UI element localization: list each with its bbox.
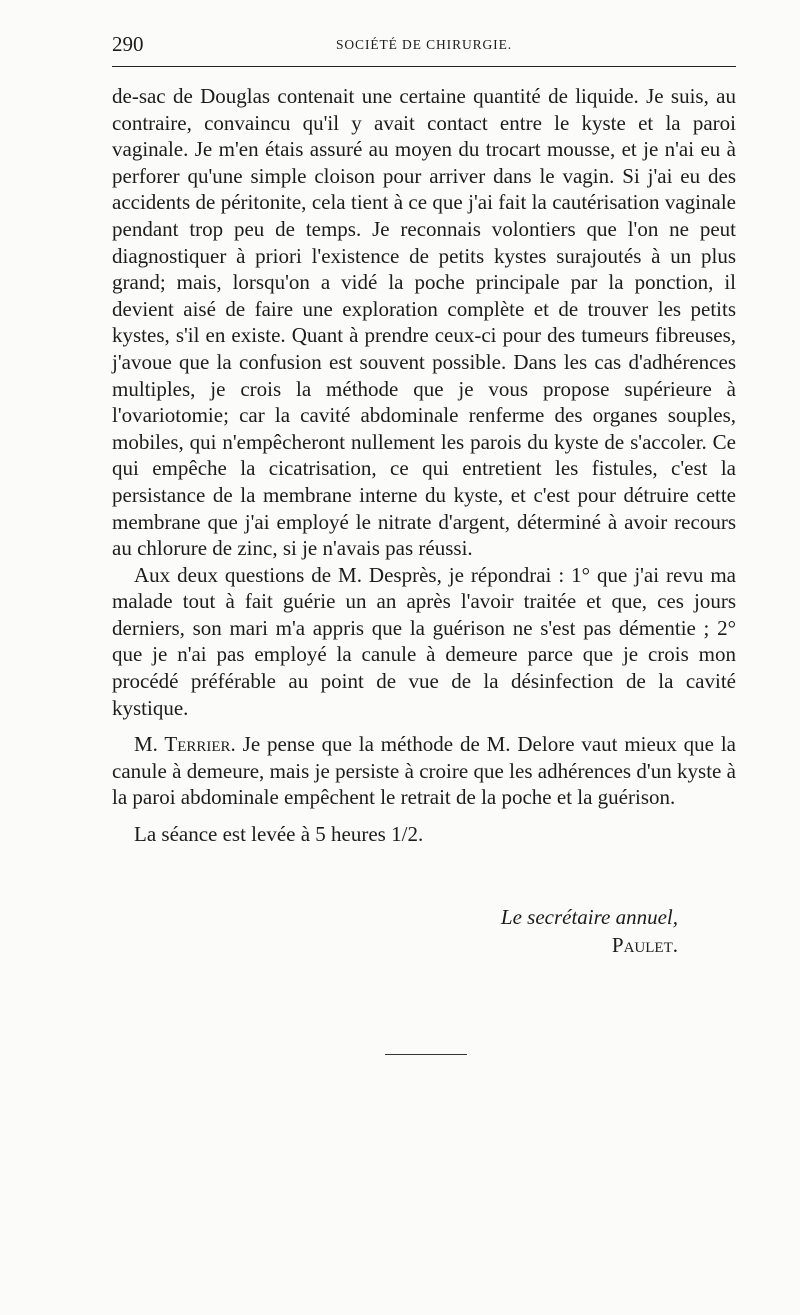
page-number: 290	[112, 32, 144, 56]
running-title: SOCIÉTÉ DE CHIRURGIE.	[335, 37, 512, 52]
paragraph-terrier	[112, 731, 736, 811]
signature-name: Paulet.	[611, 933, 678, 957]
body-text	[112, 83, 736, 848]
paragraph-reply: Aux deux questions de M. Desprès, je répondrai : 1° que j'ai revu ma malade tout à fait guérie un an après l'avoir traitée et que, ces jours derniers, son mari m'a appris que la guérison ne s'est pas démentie ; 2° que je n'ai pas employé la canule à demeure parce que je crois mon procédé préférable au point de vue de la désinfection de la cavité kystique.	[112, 562, 736, 720]
end-rule	[385, 1054, 467, 1055]
speaker-remark: Je pense que la méthode de M. Delore vaut mieux que la canule à demeure, mais je persiste à croire que les adhérences d'un kyste à la paroi abdominale empêchent le retrait de la poche et la guérison.	[112, 732, 737, 810]
speaker-name: M. Terrier.	[134, 732, 236, 757]
closing-line: La séance est levée à 5 heures 1/2.	[134, 822, 424, 847]
page-header	[112, 30, 736, 62]
signature-role: Le secrétaire annuel,	[500, 905, 678, 929]
paragraph-continued: de-sac de Douglas contenait une certaine quantité de liquide. Je suis, au contraire, convaincu qu'il y avait contact entre le kyste et la paroi vaginale. Je m'en étais assuré au moyen du trocart mousse, et je n'ai eu à perforer qu'une simple cloison pour arriver dans le vagin. Si j'ai eu des accidents de péritonite, cela tient à ce que j'ai fait la cautérisation vaginale pendant trop peu de temps. Je reconnais volontiers que l'on ne peut diagnostiquer à priori l'existence de petits kystes surajoutés à un plus grand; mais, lorsqu'on a vidé la poche principale par la ponction, il devient aisé de faire une exploration complète et de trouver les petits kystes, s'il en existe. Quant à prendre ceux-ci pour des tumeurs fibreuses, j'avoue que la confusion est souvent possible. Dans les cas d'adhérences multiples, je crois la méthode que je vous propose supérieure à l'ovariotomie; car la cavité abdominale renferme des organes souples, mobiles, qui n'empêcheront nullement les parois du kyste de s'accoler. Ce qui empêche la cicatrisation, ce qui entretient les fistules, c'est la persistance de la membrane interne du kyste, et c'est pour détruire cette membrane que j'ai employé le nitrate d'argent, déterminé à avoir recours au chlorure de zinc, si je n'avais pas réussi.	[112, 84, 736, 561]
header-rule	[112, 66, 736, 67]
